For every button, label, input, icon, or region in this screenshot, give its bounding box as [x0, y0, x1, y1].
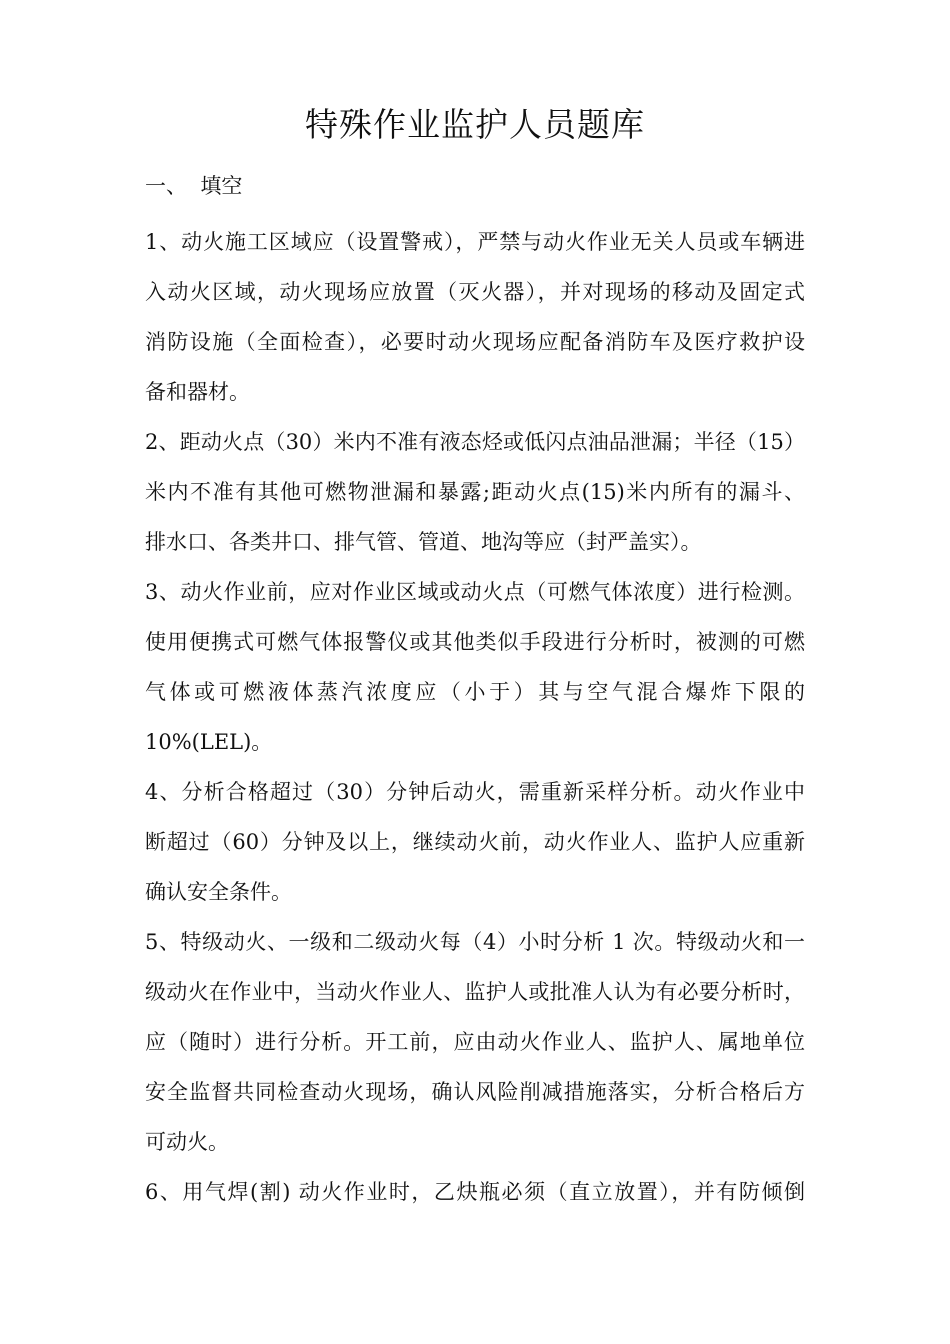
- paragraph-line: 级动火在作业中，当动火作业人、监护人或批准人认为有必要分析时，: [145, 980, 805, 1004]
- paragraph-line: 入动火区域，动火现场应放置（灭火器），并对现场的移动及固定式: [145, 280, 805, 304]
- paragraph-line: 确认安全条件。: [145, 880, 292, 904]
- paragraph-6: [145, 1167, 805, 1217]
- paragraph-line: 断超过（60）分钟及以上，继续动火前，动火作业人、监护人应重新: [145, 830, 805, 854]
- document-body: [145, 217, 805, 1217]
- paragraph-line: 10%(LEL)。: [145, 730, 273, 754]
- paragraph-5: [145, 917, 805, 1167]
- paragraph-4: [145, 767, 805, 917]
- paragraph-line: 使用便携式可燃气体报警仪或其他类似手段进行分析时，被测的可燃: [145, 630, 805, 654]
- paragraph-line: 气体或可燃液体蒸汽浓度应（小于）其与空气混合爆炸下限的: [145, 680, 805, 704]
- paragraph-line: 备和器材。: [145, 380, 250, 404]
- paragraph-line: 排水口、各类井口、排气管、管道、地沟等应（封严盖实）。: [145, 530, 702, 554]
- paragraph-line: 3、动火作业前，应对作业区域或动火点（可燃气体浓度）进行检测。: [145, 580, 805, 604]
- paragraph-line: 可动火。: [145, 1130, 229, 1154]
- paragraph-line: 消防设施（全面检查），必要时动火现场应配备消防车及医疗救护设: [145, 330, 805, 354]
- paragraph-line: 5、特级动火、一级和二级动火每（4）小时分析 1 次。特级动火和一: [145, 930, 805, 954]
- paragraph-line: 4、分析合格超过（30）分钟后动火，需重新采样分析。动火作业中: [145, 780, 805, 804]
- paragraph-line: 安全监督共同检查动火现场，确认风险削减措施落实，分析合格后方: [145, 1080, 805, 1104]
- paragraph-1: [145, 217, 805, 417]
- paragraph-3: [145, 567, 805, 767]
- document-title: 特殊作业监护人员题库: [305, 105, 645, 144]
- paragraph-line: 6、用气焊(割) 动火作业时，乙炔瓶必须（直立放置），并有防倾倒: [145, 1180, 805, 1204]
- paragraph-line: 米内不准有其他可燃物泄漏和暴露;距动火点(15)米内所有的漏斗、: [145, 480, 805, 504]
- paragraph-line: 2、距动火点（30）米内不准有液态烃或低闪点油品泄漏；半径（15）: [145, 430, 805, 454]
- paragraph-2: [145, 417, 805, 567]
- paragraph-line: 应（随时）进行分析。开工前，应由动火作业人、监护人、属地单位: [145, 1030, 805, 1054]
- section-heading: 一、 填空: [145, 174, 243, 198]
- paragraph-line: 1、动火施工区域应（设置警戒），严禁与动火作业无关人员或车辆进: [145, 230, 805, 254]
